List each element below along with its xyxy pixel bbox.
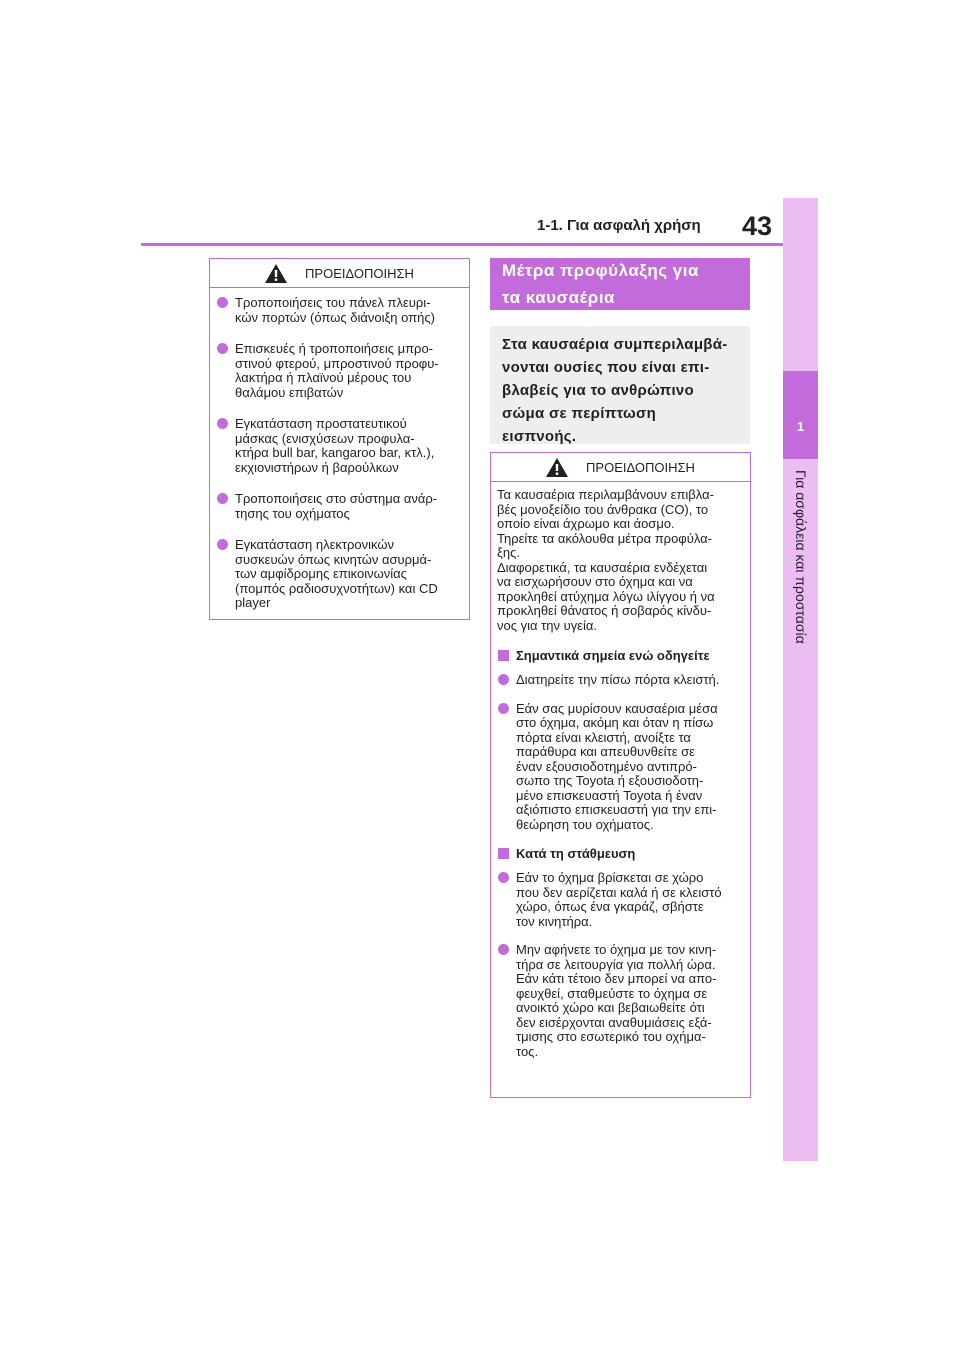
chapter-number: 1 <box>796 419 805 434</box>
bullet-icon <box>217 297 228 308</box>
list-item <box>216 342 461 400</box>
warning-triangle-icon <box>265 264 287 283</box>
warning-title: ΠΡΟΕΙΔΟΠΟΙΗΣΗ <box>305 265 414 281</box>
list-item-text: Τροποποιήσεις του πάνελ πλευρι- κών πορτών (όπως διάνοιξη οπής) <box>235 295 435 325</box>
warning-list <box>210 288 469 611</box>
list-item <box>497 943 742 1059</box>
warning-list <box>497 871 742 1059</box>
list-item <box>216 296 461 325</box>
chapter-label <box>793 470 811 710</box>
list-item <box>216 417 461 475</box>
bullet-icon <box>217 343 228 354</box>
square-bullet-icon <box>498 848 509 859</box>
warning-box-left <box>209 258 470 620</box>
list-item-text: Εγκατάσταση προστατευτικού μάσκας (ενισχύσεων προφυλα- κτήρα bull bar, kangaroo bar, κτλ.), εκχιονιστήρων ή βαρούλκων <box>235 416 435 475</box>
square-bullet-icon <box>498 650 509 661</box>
list-item-text: Εάν το όχημα βρίσκεται σε χώρο που δεν αερίζεται καλά ή σε κλειστό χώρο, όπως ένα γκαράζ, σβήστε τον κινητήρα. <box>516 870 722 929</box>
info-text: Στα καυσαέρια συμπεριλαμβά- νονται ουσίες που είναι επι- βλαβείς για το ανθρώπινο σώμα σε περίπτωση εισπνοής. <box>502 336 728 445</box>
bullet-icon <box>498 944 509 955</box>
list-item-text: Διατηρείτε την πίσω πόρτα κλειστή. <box>516 672 720 687</box>
list-item <box>497 702 742 833</box>
page-number: 43 <box>742 211 773 241</box>
list-item-text: Εάν σας μυρίσουν καυσαέρια μέσα στο όχημα, ακόμη και όταν η πίσω πόρτα είναι κλειστή, ανοίξτε τα παράθυρα και απευθυνθείτε σε έναν εξουσιοδοτημένο αντιπρό- σωπο της Toyota ή εξουσιοδοτη- μένο επισκευαστή Toyota ή έναν αξιόπιστο επισκευαστή για την επι- θεώρηση του οχήματος. <box>516 700 718 832</box>
bullet-icon <box>498 703 509 714</box>
warning-header <box>210 259 469 288</box>
bullet-icon <box>498 674 509 685</box>
subheading-text: Σημαντικά σημεία ενώ οδηγείτε <box>516 648 710 663</box>
warning-header <box>491 453 750 482</box>
subheading <box>497 846 742 861</box>
list-item-text: Επισκευές ή τροποποιήσεις μπρο- στινού φτερού, μπροστινού προφυ- λακτήρα ή πλαϊνού μέρους του θαλάμου επιβατών <box>235 341 439 400</box>
warning-intro: Τα καυσαέρια περιλαμβάνουν επιβλα- βές μονοξείδιο του άνθρακα (CO), το οποίο είναι άχρωμο και άοσμο. Τηρείτε τα ακόλουθα μέτρα προφύλα- ξης. Διαφορετικά, τα καυσαέρια ενδέχεται να εισχωρήσουν στο όχημα και να προκληθεί ατύχημα λόγω ιλίγγου ή να προκληθεί θάνατος ή σοβαρός κίνδυ- νος για την υγεία. <box>497 487 715 633</box>
list-item-text: Μην αφήνετε το όχημα με τον κινη- τήρα σε λειτουργία για πολλή ώρα. Εάν κάτι τέτοιο δεν μπορεί να απο- φευχθεί, σταθμεύστε το όχημα σε ανοικτό χώρο και βεβαιωθείτε ότι δεν εισέρχονται αναθυμιάσεις εξά- τμισης στο εσωτερικό του οχήμα- τος. <box>516 942 717 1059</box>
warning-box-right <box>490 452 751 1098</box>
chapter-tab[interactable] <box>783 371 818 459</box>
list-item-text: Τροποποιήσεις στο σύστημα ανάρ- τησης του οχήματος <box>235 491 438 521</box>
list-item-text: Εγκατάσταση ηλεκτρονικών συσκευών όπως κινητών ασυρμά- των αμφίδρομης επικοινωνίας (πομπός ραδιοσυχνοτήτων) και CD player <box>235 537 438 610</box>
bullet-icon <box>217 539 228 550</box>
bullet-icon <box>217 418 228 429</box>
subheading <box>497 648 742 663</box>
list-item <box>216 492 461 521</box>
bullet-icon <box>498 872 509 883</box>
section-heading: Μέτρα προφύλαξης για τα καυσαέρια <box>502 261 699 307</box>
info-box <box>490 326 750 444</box>
warning-title: ΠΡΟΕΙΔΟΠΟΙΗΣΗ <box>586 459 695 475</box>
list-item <box>497 871 742 929</box>
list-item <box>497 673 742 688</box>
chapter-label-text: Για ασφάλεια και προστασία <box>793 470 809 644</box>
subheading-text: Κατά τη στάθμευση <box>516 846 636 861</box>
list-item <box>216 538 461 611</box>
section-heading-banner <box>490 258 750 310</box>
warning-content <box>491 482 750 1059</box>
warning-list <box>497 673 742 832</box>
header-divider <box>141 243 783 246</box>
section-title: 1-1. Για ασφαλή χρήση <box>537 217 701 234</box>
bullet-icon <box>217 493 228 504</box>
warning-triangle-icon <box>546 458 568 477</box>
